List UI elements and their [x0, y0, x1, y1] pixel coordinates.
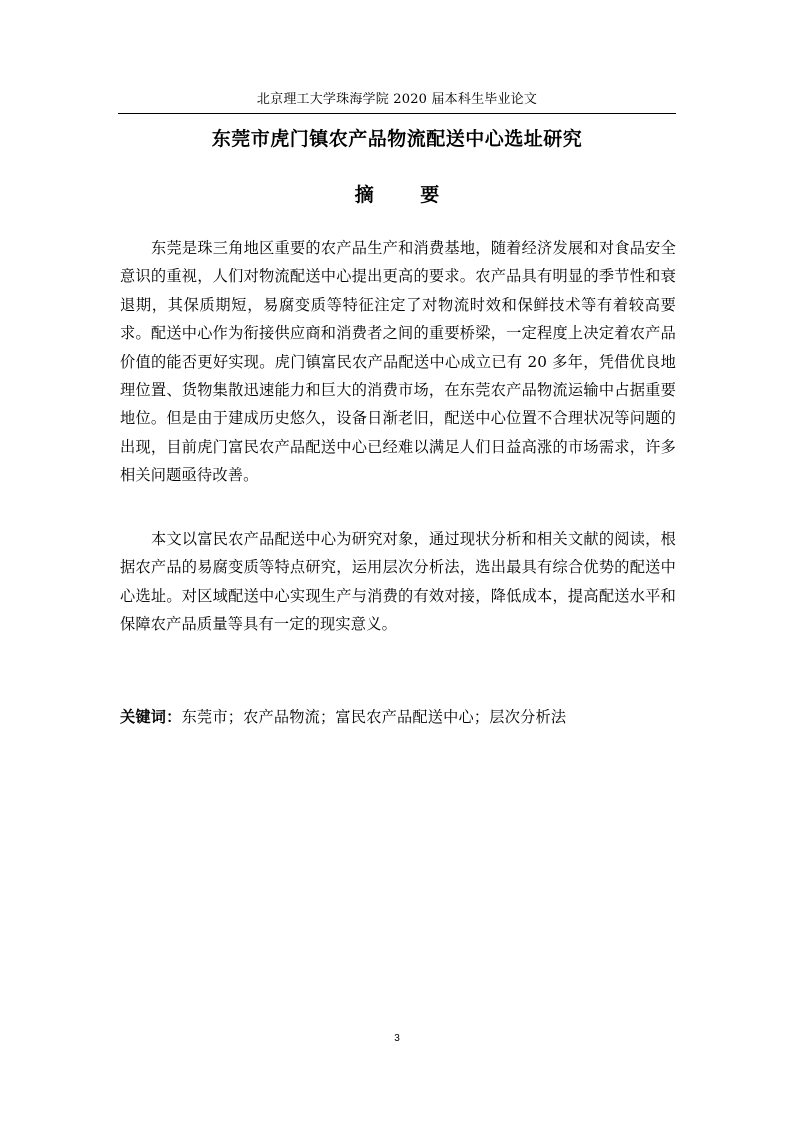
page-number: 3	[394, 1033, 400, 1044]
running-header: 北京理工大学珠海学院 2020 届本科生毕业论文	[256, 92, 538, 107]
abstract-paragraph-1: 东莞是珠三角地区重要的农产品生产和消费基地，随着经济发展和对食品安全意识的重视，人们对物流配送中心提出更高的要求。农产品具有明显的季节性和衰退期，其保质期短，易腐变质等特征注定了对物流时效和保鲜技术等有着较高要求。配送中心作为衔接供应商和消费者之间的重要桥梁，一定程度上决定着农产品价值的能否更好实现。虎门镇富民农产品配送中心成立已有 20 多年，凭借优良地理位置、货物集散迅速能力和巨大的消费市场，在东莞农产品物流运输中占据重要地位。但是由于建成历史悠久，设备日渐老旧，配送中心位置不合理状况等问题的出现，目前虎门富民农产品配送中心已经难以满足人们日益高涨的市场需求，许多相关问题亟待改善。	[120, 239, 676, 485]
header-divider	[118, 113, 676, 114]
keywords-label: 关键词：	[120, 708, 182, 726]
abstract-paragraph-2: 本文以富民农产品配送中心为研究对象，通过现状分析和相关文献的阅读，根据农产品的易腐变质等特点研究，运用层次分析法，选出最具有综合优势的配送中心选址。对区域配送中心实现生产与消费的有效对接，降低成本，提高配送水平和保障农产品质量等具有一定的现实意义。	[120, 530, 676, 634]
thesis-title: 东莞市虎门镇农产品物流配送中心选址研究	[211, 128, 583, 150]
keywords-line	[120, 704, 676, 730]
keywords-text: 东莞市；农产品物流；富民农产品配送中心；层次分析法	[181, 708, 567, 726]
abstract-heading: 摘 要	[354, 184, 460, 206]
